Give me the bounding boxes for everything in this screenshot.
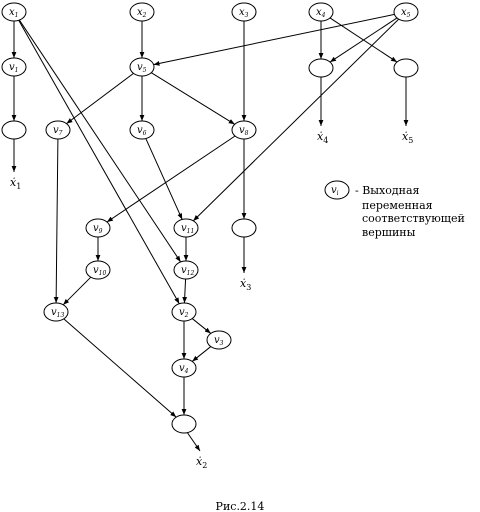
legend-symbol-sub: i <box>336 190 339 197</box>
node-label: $v_6$ <box>137 125 147 137</box>
node-label: $v_8$ <box>239 125 249 137</box>
node-v4 <box>172 359 196 377</box>
legend-line-3: соответствующей <box>362 212 465 225</box>
edge-v5-v7 <box>66 73 133 123</box>
node-label: $v_{11}$ <box>181 223 195 235</box>
node-label: $x_4$ <box>316 7 326 19</box>
node-x2 <box>130 3 154 21</box>
output-o3: ẋ$_3$ <box>240 277 252 292</box>
node-v11 <box>174 219 198 237</box>
outputs-layer <box>10 130 413 470</box>
node-shape <box>2 121 26 139</box>
edges-layer <box>14 14 406 451</box>
edge-v8-v9 <box>107 136 235 222</box>
node-n3a <box>232 219 256 237</box>
node-label: $v_9$ <box>93 223 103 235</box>
output-o4: ẋ$_4$ <box>317 130 329 145</box>
figure-caption: Рис.2.14 <box>215 500 265 512</box>
edge-v2-v3 <box>192 319 211 334</box>
node-shape <box>394 59 418 77</box>
node-x5 <box>394 3 418 21</box>
node-x1 <box>2 3 26 21</box>
node-label: $v_{12}$ <box>181 265 195 277</box>
edge-n2a-o2 <box>187 433 200 451</box>
edge-v6-v11 <box>146 139 182 220</box>
output-o5: ẋ$_5$ <box>402 130 414 145</box>
node-label: $v_{10}$ <box>93 265 107 277</box>
node-n5a <box>394 59 418 77</box>
node-label: $v_2$ <box>179 307 189 319</box>
node-v10 <box>86 261 110 279</box>
nodes-layer <box>2 3 418 433</box>
node-label: $v_{13}$ <box>51 307 65 319</box>
node-label: $v_5$ <box>137 62 147 74</box>
node-v7 <box>46 121 70 139</box>
output-o2: ẋ$_2$ <box>196 455 208 470</box>
edge-v7-v13 <box>56 139 58 303</box>
node-label: $x_3$ <box>239 7 249 19</box>
node-v5 <box>130 58 154 76</box>
edge-v10-v13 <box>63 277 91 305</box>
node-label: $v_3$ <box>214 335 224 347</box>
node-label: $v_4$ <box>179 363 189 375</box>
legend-line-2: переменная <box>362 199 433 212</box>
node-shape <box>172 415 196 433</box>
edge-v12-v2 <box>184 279 185 303</box>
node-n4a <box>309 59 333 77</box>
node-v3 <box>207 331 231 349</box>
node-label: $v_7$ <box>53 125 63 137</box>
legend-line-4: вершины <box>362 226 416 239</box>
node-x4 <box>309 3 333 21</box>
output-o1: ẋ$_1$ <box>10 176 22 191</box>
node-v9 <box>86 219 110 237</box>
edge-x5-v5 <box>154 14 395 64</box>
node-n2a <box>172 415 196 433</box>
node-x3 <box>232 3 256 21</box>
node-label: $x_5$ <box>401 7 411 19</box>
node-v8 <box>232 121 256 139</box>
node-v1 <box>2 58 26 76</box>
edge-v3-v4 <box>192 347 211 362</box>
node-v2 <box>172 303 196 321</box>
legend-symbol-base: v <box>331 185 337 196</box>
node-v13 <box>44 303 68 321</box>
node-v12 <box>174 261 198 279</box>
legend-line-1: - Выходная <box>355 184 420 197</box>
node-label: $x_1$ <box>9 7 19 19</box>
node-shape <box>309 59 333 77</box>
edge-v13-n2a <box>64 319 176 417</box>
node-label: $x_2$ <box>137 7 147 19</box>
node-shape <box>232 219 256 237</box>
node-label: $v_1$ <box>9 62 19 74</box>
node-n1b <box>2 121 26 139</box>
edge-v5-v8 <box>151 73 234 125</box>
legend <box>325 181 465 239</box>
node-v6 <box>130 121 154 139</box>
